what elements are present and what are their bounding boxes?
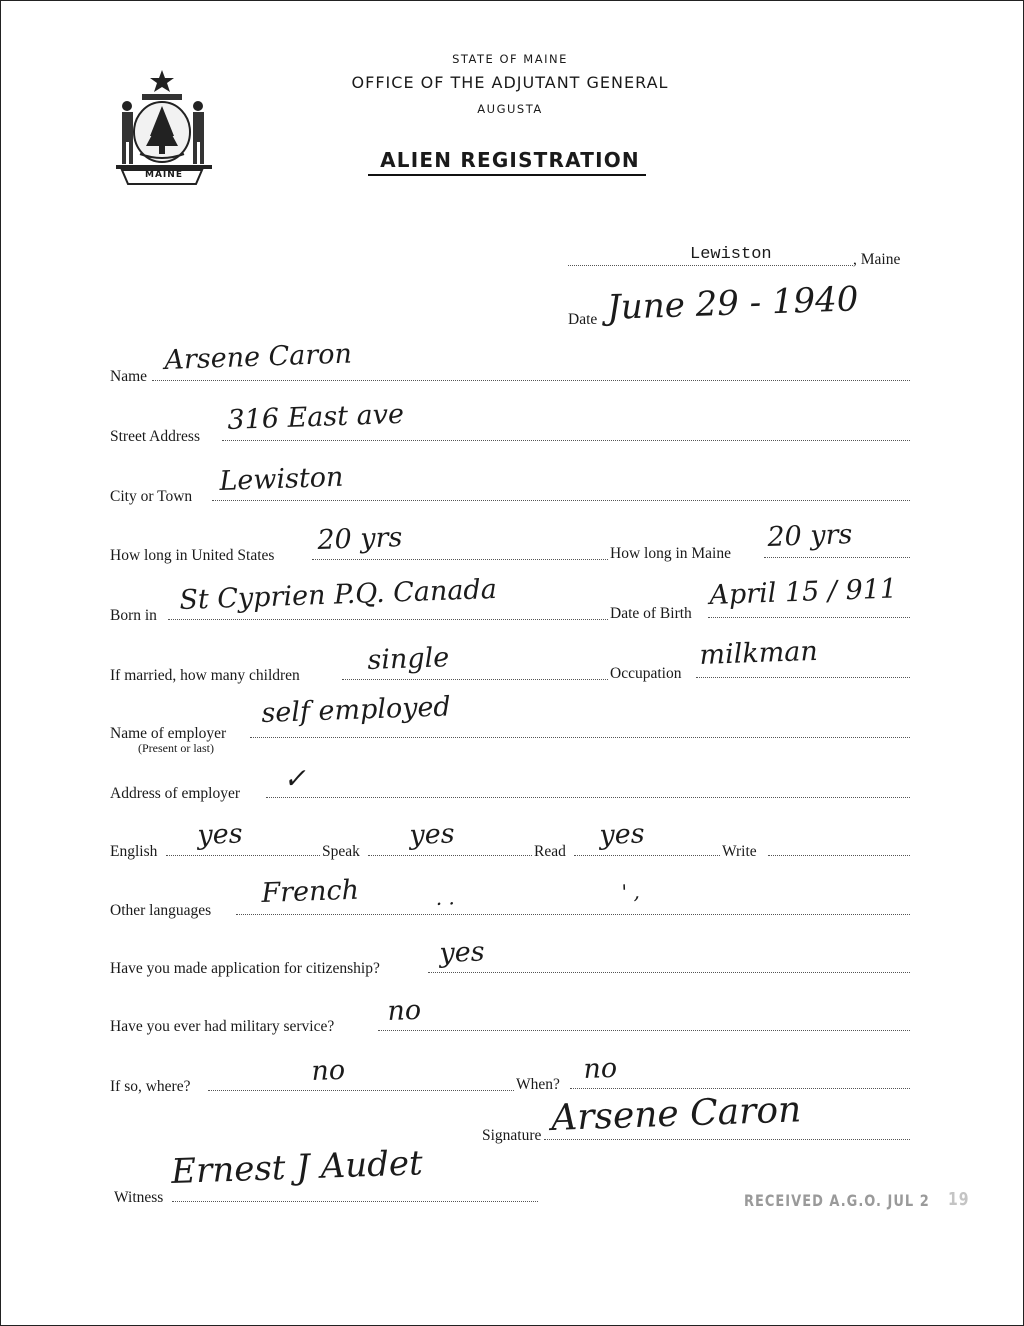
maine-duration-label: How long in Maine <box>610 545 731 562</box>
received-stamp: RECEIVED A.G.O. JUL 2 <box>744 1192 930 1211</box>
signature-value: Arsene Caron <box>550 1089 802 1139</box>
employer-note: (Present or last) <box>138 741 214 755</box>
children-value: single <box>366 642 450 676</box>
children-dotted-line <box>342 679 608 680</box>
street-dotted-line <box>222 440 910 441</box>
location-city-value: Lewiston <box>690 245 772 264</box>
occupation-value: milkman <box>698 635 819 671</box>
witness-label: Witness <box>114 1189 164 1206</box>
office-heading: OFFICE OF THE ADJUTANT GENERAL <box>351 73 669 92</box>
date-value: June 29 - 1940 <box>606 279 860 328</box>
employer-label: Name of employer <box>110 725 227 742</box>
city-value: Lewiston <box>218 461 344 497</box>
read-label: Read <box>534 843 566 860</box>
city-heading: AUGUSTA <box>477 102 543 116</box>
occupation-label: Occupation <box>610 665 682 682</box>
citizenship-value: yes <box>438 936 486 969</box>
name-dotted-line <box>152 380 910 381</box>
form-title: ALIEN REGISTRATION <box>380 148 640 172</box>
english-dotted-line-3 <box>574 855 720 856</box>
english-label: English <box>110 843 158 860</box>
title-underline <box>368 174 646 176</box>
employer-dotted-line <box>250 737 910 738</box>
english-read-value: yes <box>408 818 456 851</box>
born-dotted-line <box>168 619 608 620</box>
us-duration-label: How long in United States <box>110 547 275 564</box>
when-value: no <box>582 1052 618 1085</box>
signature-label: Signature <box>482 1127 542 1144</box>
city-label: City or Town <box>110 488 193 505</box>
street-label: Street Address <box>110 428 200 445</box>
where-value: no <box>310 1054 346 1087</box>
dob-dotted-line <box>708 617 910 618</box>
us-duration-dotted-line <box>312 559 608 560</box>
citizenship-dotted-line <box>428 972 910 973</box>
english-speak-value: yes <box>196 818 244 851</box>
english-dotted-line-1 <box>166 855 320 856</box>
location-dotted-line <box>568 265 853 266</box>
military-dotted-line <box>378 1030 910 1031</box>
date-label: Date <box>568 311 598 328</box>
other-languages-value: French <box>260 874 360 909</box>
other-languages-label: Other languages <box>110 902 212 919</box>
born-value: St Cyprien P.Q. Canada <box>178 573 498 616</box>
witness-value: Ernest J Audet <box>170 1143 424 1192</box>
where-label: If so, where? <box>110 1078 191 1095</box>
state-heading: STATE OF MAINE <box>452 52 568 66</box>
employer-address-value: ✓ <box>282 763 307 795</box>
maine-state-seal-icon <box>112 66 216 188</box>
military-label: Have you ever had military service? <box>110 1018 335 1035</box>
occupation-dotted-line <box>696 677 910 678</box>
name-label: Name <box>110 368 148 385</box>
english-dotted-line-2 <box>368 855 532 856</box>
english-write-value: yes <box>598 818 646 851</box>
employer-address-dotted-line <box>266 797 910 798</box>
maine-duration-value: 20 yrs <box>766 519 853 553</box>
dob-value: April 15 / 911 <box>708 573 898 611</box>
name-value: Arsene Caron <box>163 338 353 376</box>
citizenship-label: Have you made application for citizenship? <box>110 960 380 977</box>
maine-duration-dotted-line <box>764 557 910 558</box>
employer-value: self employed <box>260 691 452 729</box>
when-dotted-line <box>570 1088 910 1089</box>
dob-label: Date of Birth <box>610 605 692 622</box>
street-value: 316 East ave <box>226 398 405 436</box>
location-state-label: , Maine <box>853 251 901 268</box>
born-label: Born in <box>110 607 157 624</box>
other-languages-mark-2: ' , <box>621 879 641 904</box>
signature-dotted-line <box>544 1139 910 1140</box>
when-label: When? <box>516 1076 560 1093</box>
city-dotted-line <box>212 500 910 501</box>
other-languages-dotted-line <box>236 914 910 915</box>
us-duration-value: 20 yrs <box>316 522 403 556</box>
witness-dotted-line <box>172 1201 538 1202</box>
employer-address-label: Address of employer <box>110 785 240 802</box>
received-stamp-year: 19 <box>948 1190 970 1210</box>
seal-banner-text: MAINE <box>145 170 183 180</box>
where-dotted-line <box>208 1090 514 1091</box>
children-label: If married, how many children <box>110 667 300 684</box>
english-dotted-line-4 <box>768 855 910 856</box>
speak-label: Speak <box>322 843 360 860</box>
other-languages-mark-1: . . <box>435 885 456 910</box>
military-value: no <box>386 994 422 1027</box>
write-label: Write <box>722 843 757 860</box>
